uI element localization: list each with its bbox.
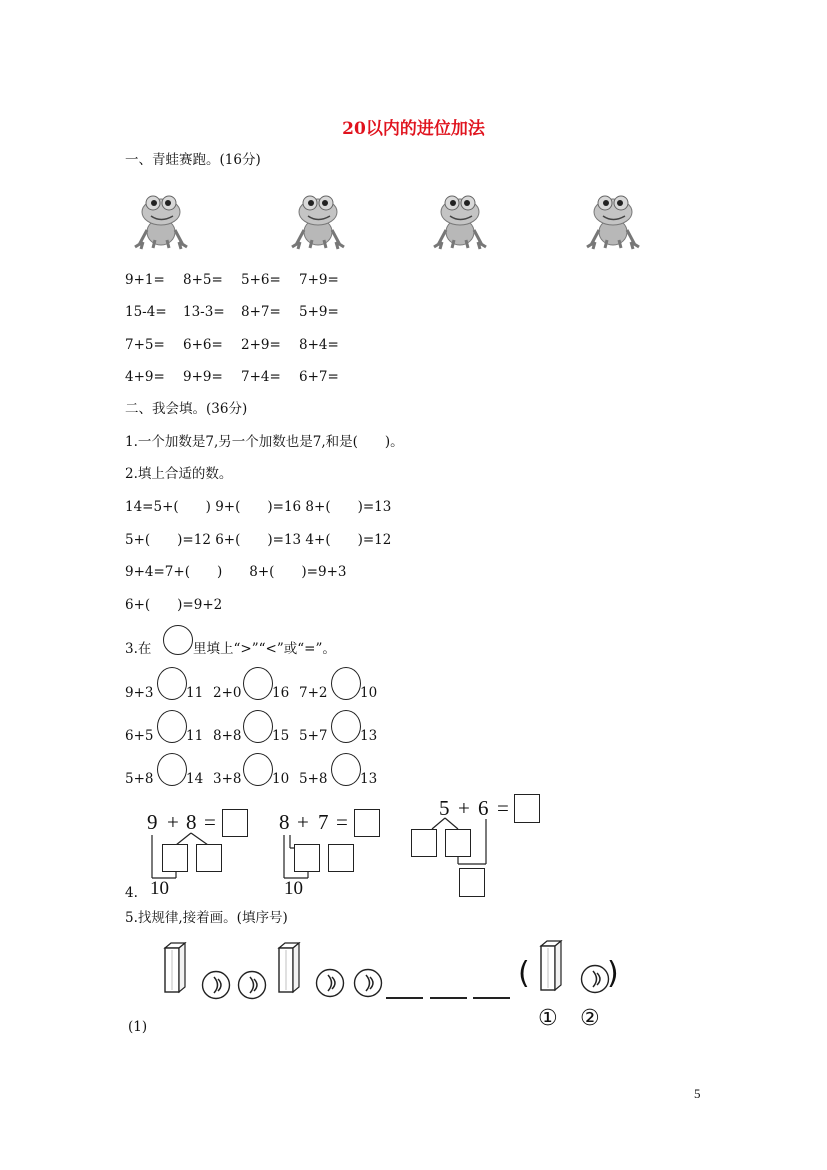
compare-left: 3+8 — [213, 771, 242, 787]
section-1-heading: 一、青蛙赛跑。(16分) — [125, 152, 261, 168]
compare-left: 8+8 — [213, 728, 242, 744]
answer-circle[interactable] — [243, 710, 273, 743]
compare-left: 9+3 — [125, 685, 154, 701]
frog-icon — [432, 190, 488, 250]
fill-row: 14=5+( ) 9+( )=16 8+( )=13 — [125, 499, 392, 515]
operator: + — [458, 796, 470, 820]
compare-left: 7+2 — [299, 685, 328, 701]
compare-right: 14 — [186, 771, 204, 787]
frog-icon — [585, 190, 641, 250]
question-1: 1.一个加数是7,另一个加数也是7,和是( )。 — [125, 434, 404, 450]
compare-right: 11 — [186, 728, 204, 744]
compare-right: 11 — [186, 685, 204, 701]
answer-box[interactable] — [294, 844, 320, 872]
frog-icon — [133, 190, 189, 250]
addend-b: 8 — [186, 810, 197, 834]
operator: + — [297, 810, 309, 834]
equation: 8+4= — [299, 337, 339, 353]
equation: 6+6= — [183, 337, 223, 353]
question-3-label-end: 里填上“>”“<”或“=”。 — [193, 641, 336, 657]
equation: 5+9= — [299, 304, 339, 320]
answer-box[interactable] — [445, 829, 471, 857]
equals: = — [336, 810, 348, 834]
answer-blank[interactable] — [386, 997, 423, 999]
answer-circle[interactable] — [331, 710, 361, 743]
equation: 9+9= — [183, 369, 223, 385]
compare-right: 10 — [360, 685, 378, 701]
compare-left: 6+5 — [125, 728, 154, 744]
page-title: 20以内的进位加法 — [342, 119, 485, 139]
prism-icon — [538, 940, 564, 992]
equation: 15-4= — [125, 304, 167, 320]
equation: 4+9= — [125, 369, 165, 385]
sub-question-label: (1) — [128, 1019, 148, 1035]
compare-right: 15 — [272, 728, 290, 744]
answer-blank[interactable] — [430, 997, 467, 999]
operator: + — [167, 810, 179, 834]
frog-icon — [290, 190, 346, 250]
answer-circle[interactable] — [243, 753, 273, 786]
answer-box[interactable] — [459, 868, 485, 897]
answer-box[interactable] — [411, 829, 437, 857]
answer-box[interactable] — [328, 844, 354, 872]
ten-label: 10 — [284, 878, 303, 899]
answer-circle[interactable] — [331, 753, 361, 786]
answer-circle[interactable] — [157, 710, 187, 743]
equation: 7+4= — [241, 369, 281, 385]
fill-row: 5+( )=12 6+( )=13 4+( )=12 — [125, 532, 392, 548]
addend-b: 7 — [318, 810, 329, 834]
equation: 8+7= — [241, 304, 281, 320]
option-2-label: ② — [580, 1006, 600, 1031]
answer-circle[interactable] — [331, 667, 361, 700]
addend-a: 9 — [147, 810, 158, 834]
compare-right: 13 — [360, 728, 378, 744]
answer-circle[interactable] — [157, 753, 187, 786]
addend-a: 5 — [439, 796, 450, 820]
answer-circle[interactable] — [157, 667, 187, 700]
prism-icon — [162, 942, 188, 994]
answer-circle[interactable] — [243, 667, 273, 700]
prism-icon — [276, 942, 302, 994]
answer-circle — [163, 625, 193, 655]
coin-icon — [201, 970, 231, 1000]
answer-blank[interactable] — [473, 997, 510, 999]
equation: 8+5= — [183, 272, 223, 288]
equation: 7+9= — [299, 272, 339, 288]
page-number: 5 — [694, 1086, 701, 1101]
section-2-heading: 二、我会填。(36分) — [125, 401, 248, 417]
paren-open: ( — [518, 956, 530, 991]
compare-left: 5+7 — [299, 728, 328, 744]
addend-a: 8 — [279, 810, 290, 834]
equation: 9+1= — [125, 272, 165, 288]
addend-b: 6 — [478, 796, 489, 820]
paren-close: ) — [607, 956, 619, 991]
ten-label: 10 — [150, 878, 169, 899]
coin-icon — [315, 968, 345, 998]
compare-left: 2+0 — [213, 685, 242, 701]
fill-row: 6+( )=9+2 — [125, 597, 223, 613]
compare-right: 16 — [272, 685, 290, 701]
coin-icon — [580, 964, 610, 994]
answer-box[interactable] — [162, 844, 188, 872]
equation: 2+9= — [241, 337, 281, 353]
equation: 6+7= — [299, 369, 339, 385]
compare-right: 13 — [360, 771, 378, 787]
question-5-label: 5.找规律,接着画。(填序号) — [125, 910, 288, 926]
equals: = — [204, 810, 216, 834]
equation: 13-3= — [183, 304, 225, 320]
compare-right: 10 — [272, 771, 290, 787]
equation: 5+6= — [241, 272, 281, 288]
answer-box[interactable] — [196, 844, 222, 872]
equation: 7+5= — [125, 337, 165, 353]
answer-box[interactable] — [514, 794, 540, 823]
coin-icon — [237, 970, 267, 1000]
coin-icon — [353, 968, 383, 998]
compare-left: 5+8 — [125, 771, 154, 787]
compare-left: 5+8 — [299, 771, 328, 787]
equals: = — [497, 796, 509, 820]
question-4-label: 4. — [125, 885, 138, 901]
option-1-label: ① — [538, 1006, 558, 1031]
question-3-label-start: 3.在 — [125, 641, 152, 657]
fill-row: 9+4=7+( ) 8+( )=9+3 — [125, 564, 347, 580]
question-2-label: 2.填上合适的数。 — [125, 466, 233, 482]
